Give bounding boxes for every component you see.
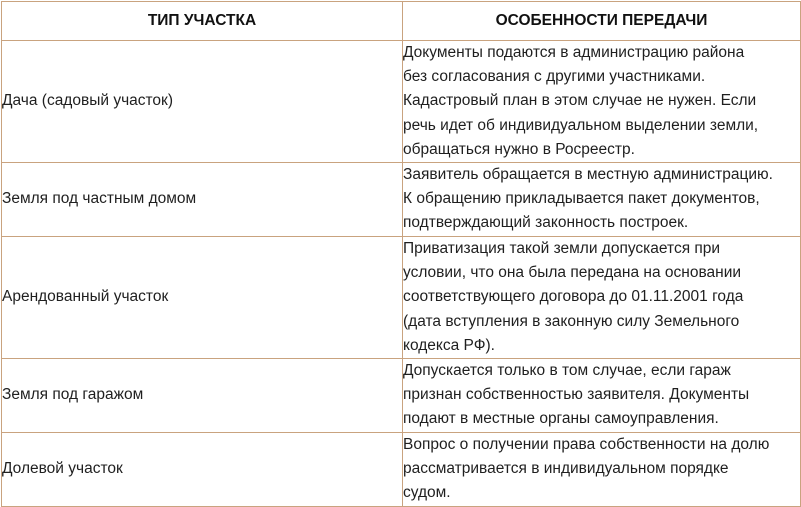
text-line: Приватизация такой земли допускается при <box>403 240 721 258</box>
text-line: Документы подаются в администрацию района <box>403 44 745 61</box>
transfer-features-cell <box>403 433 801 507</box>
land-transfer-table <box>1 1 801 507</box>
text-line: обращаться нужно в Росреестр. <box>403 140 635 158</box>
table-row <box>2 433 801 507</box>
plot-type-cell: Земля под частным домом <box>2 163 403 237</box>
plot-type-cell: Дача (садовый участок) <box>2 41 403 163</box>
text-line: (дата вступления в законную силу Земельного <box>403 312 740 330</box>
text-line: речь идет об индивидуальном выделении земли, <box>403 116 759 134</box>
text-line: признан собственностью заявителя. Документы <box>403 386 750 404</box>
text-line: Кадастровый план в этом случае не нужен. Если <box>403 92 757 110</box>
text-line: без согласования с другими участниками. <box>403 68 706 86</box>
plot-type-cell: Арендованный участок <box>2 237 403 359</box>
transfer-features-cell <box>403 359 801 433</box>
header-row <box>2 2 801 41</box>
table-row <box>2 359 801 433</box>
text-line: Заявитель обращается в местную администрацию. <box>403 166 773 184</box>
text-line: подают в местные органы самоуправления. <box>403 410 719 428</box>
table-row <box>2 41 801 163</box>
table-row <box>2 163 801 237</box>
table-row <box>2 237 801 359</box>
text-line: рассматривается в индивидуальном порядке <box>403 460 729 478</box>
transfer-features-cell <box>403 163 801 237</box>
text-line: К обращению прикладывается пакет документов, <box>403 190 760 208</box>
plot-type-cell: Земля под гаражом <box>2 359 403 433</box>
header-plot-type: ТИП УЧАСТКА <box>2 2 403 41</box>
header-transfer-features: ОСОБЕННОСТИ ПЕРЕДАЧИ <box>403 2 801 41</box>
text-line: подтверждающий законность построек. <box>403 214 689 232</box>
table-body <box>2 41 801 507</box>
text-line: условии, что она была передана на основании <box>403 264 742 282</box>
text-line: судом. <box>403 484 451 502</box>
table-header <box>2 2 801 41</box>
plot-type-cell: Долевой участок <box>2 433 403 507</box>
transfer-features-cell <box>403 41 801 163</box>
text-line: соответствующего договора до 01.11.2001 года <box>403 288 744 306</box>
text-line: Допускается только в том случае, если гараж <box>403 362 731 380</box>
text-line: Вопрос о получении права собственности на долю <box>403 436 770 454</box>
transfer-features-cell <box>403 237 801 359</box>
text-line: кодекса РФ). <box>403 336 495 354</box>
